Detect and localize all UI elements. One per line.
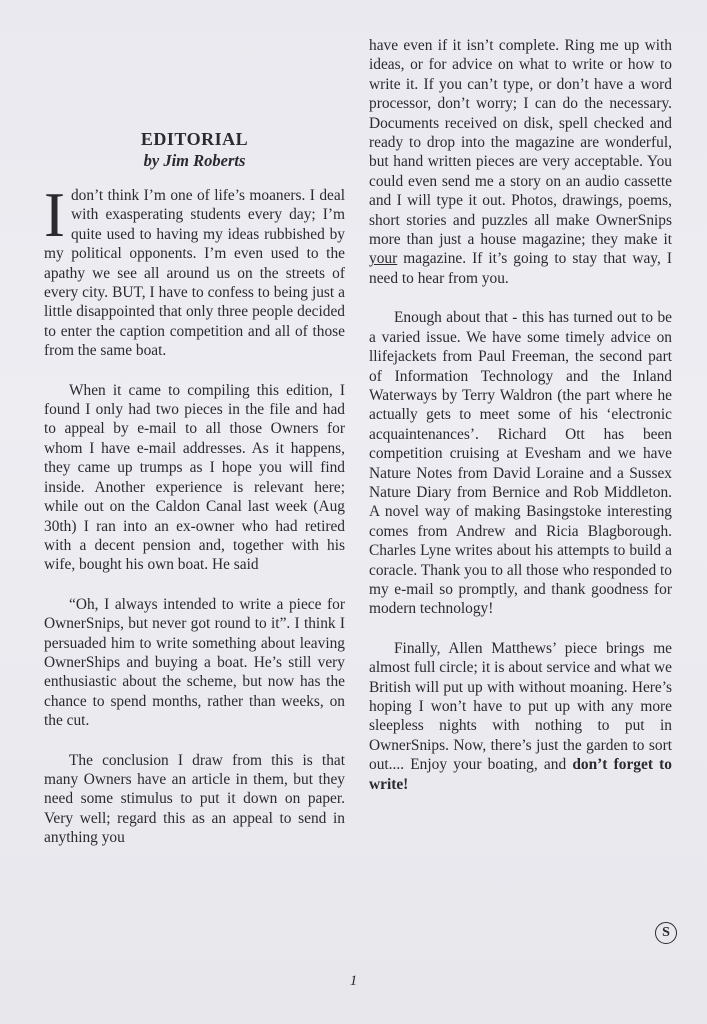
paragraph-1	[44, 180, 345, 361]
paragraph-7-text: Finally, Allen Matthews’ piece brings me almost full circle; it is about service and what we British will put up with without moaning. Here’s hoping I won’t have to put up with any more sleepless nights with nothing to put in OwnerSnips. Now, there’s just the garden to sort out.... Enjoy your boating, and	[369, 639, 672, 774]
paragraph-3: “Oh, I always intended to write a piece for OwnerSnips, but never got round to it”. I think I persuaded him to write something about leaving OwnerShips and buying a boat. He’s still very enthusiastic about the scheme, but now has the chance to spend months, rather than weeks, on the cut.	[44, 595, 345, 730]
paragraph-7	[369, 639, 672, 794]
underlined-your: your	[369, 250, 398, 268]
paragraph-5-text-a: have even if it isn’t complete. Ring me up with ideas, or for advice on what to write or how to write it. If you can’t type, or don’t have a word processor, don’t worry; I can do the necessary. Documents received on disk, spell checked and ready to drop into the magazine are wonderful, but hand written pieces are very acceptable. You could even send me a story on an audio cassette and I will type it out. Photos, drawings, poems, short stories and puzzles all make OwnerSnips more than just a house magazine; they make it	[369, 37, 672, 249]
paragraph-4: The conclusion I draw from this is that many Owners have an article in them, but they need some stimulus to put it down on paper. Very well; regard this as an appeal to send in anything you	[44, 751, 345, 847]
closing-bold-text: don’t forget to write!	[369, 756, 672, 793]
paragraph-5-text-b: magazine. If it’s going to stay that way, I need to hear from you.	[369, 250, 672, 287]
end-mark-icon: S	[655, 922, 677, 944]
editorial-title: EDITORIAL	[140, 129, 249, 149]
paragraph-1-text: don’t think I’m one of life’s moaners. I deal with exasperating students every day; I’m quite used to having my ideas rubbished by my political opponents. I’m even used to the apathy we see all around us on the streets of every city. BUT, I have to confess to being just a little disappointed that only three people decided to enter the caption competition and all of those from the same boat.	[44, 187, 345, 360]
paragraph-5	[369, 36, 672, 288]
paragraph-2: When it came to compiling this edition, I found I only had two pieces in the file and had to appeal by e-mail to all those Owners for whom I have e-mail addresses. As it happens, they came up trumps as I hope you will find inside. Another experience is relevant here; while out on the Caldon Canal last week (Aug 30th) I ran into an ex-owner who had retired with a decent pension and, together with his wife, bought his own boat. He said	[44, 381, 345, 574]
drop-cap: I	[44, 180, 65, 250]
editorial-byline: by Jim Roberts	[143, 151, 246, 170]
right-column	[369, 36, 672, 794]
paragraph-6: Enough about that - this has turned out to be a varied issue. We have some timely advice on llifejackets from Paul Freeman, the second part of Information Technology and the Inland Waterways by Terry Waldron (the part where he actually gets to meet some of his ‘electronic acquaintenances’. Richard Ott has been competition cruising at Evesham and we have Nature Notes from David Loraine and a Sussex Nature Diary from Bernice and Rob Middleton. A novel way of making Basingstoke interesting comes from Andrew and Ricia Blagborough. Charles Lyne writes about his attempts to build a coracle. Thank you to all those who responded to my e-mail so promptly, and thank goodness for modern technology!	[369, 309, 672, 618]
left-column	[44, 128, 345, 848]
page-number: 1	[349, 973, 358, 989]
